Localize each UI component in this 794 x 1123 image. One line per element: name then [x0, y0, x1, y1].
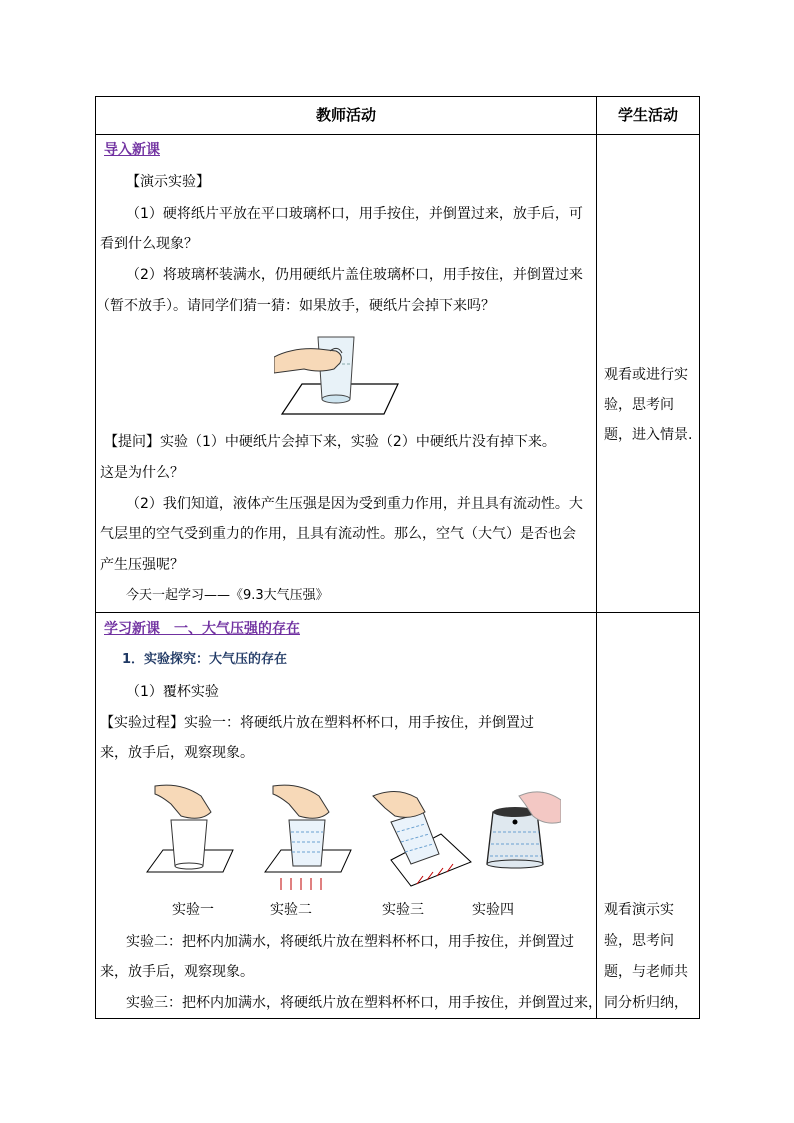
today-line: 今天一起学习——《9.3大气压强》: [126, 588, 329, 603]
lesson-table: [95, 96, 700, 1019]
experiment-four-figure: [487, 792, 561, 868]
explain-line2: 气层里的空气受到重力的作用，且具有流动性。那么，空气（大气）是否也会: [100, 526, 576, 542]
lesson-student-line2: 验，思考问: [604, 933, 674, 949]
explain-line1: （2）我们知道，液体产生压强是因为受到重力作用，并且具有流动性。大: [126, 496, 583, 512]
intro-student-line2: 验，思考问: [604, 397, 674, 413]
explain-line3: 产生压强呢？: [100, 557, 184, 573]
process-line2: 来，放手后，观察现象。: [100, 745, 254, 761]
process-line1: 【实验过程】实验一：将硬纸片放在塑料杯杯口，用手按住，并倒置过: [100, 715, 534, 731]
question-line1: 【提问】实验（1）中硬纸片会掉下来，实验（2）中硬纸片没有掉下来。: [104, 434, 556, 450]
demo-label: 【演示实验】: [126, 174, 210, 190]
caption-experiment-three: 实验三: [382, 902, 424, 918]
glass-cup-figure: [274, 329, 424, 419]
row-divider: [96, 612, 699, 613]
experiment-two-figure: [265, 785, 351, 890]
lesson-student-line1: 观看演示实: [604, 902, 674, 918]
step2-line1: （2）将玻璃杯装满水，仍用硬纸片盖住玻璃杯口，用手按住，并倒置过来: [126, 267, 583, 283]
caption-experiment-one: 实验一: [172, 902, 214, 918]
header-teacher: 教师活动: [315, 106, 376, 124]
step2-line2: （暂不放手）。请同学们猜一猜：如果放手，硬纸片会掉下来吗？: [96, 298, 495, 314]
caption-experiment-two: 实验二: [270, 902, 312, 918]
question-line2: 这是为什么？: [100, 465, 184, 481]
experiments-figure: [141, 782, 561, 892]
intro-student-line1: 观看或进行实: [604, 367, 688, 383]
exp2-line2: 来，放手后，观察现象。: [100, 964, 254, 980]
column-divider: [596, 97, 597, 1018]
lesson-student-line3: 题，与老师共: [604, 964, 688, 980]
experiment-three-figure: [373, 791, 471, 886]
exp2-line1: 实验二：把杯内加满水，将硬纸片放在塑料杯杯口，用手按住，并倒置过: [126, 934, 574, 950]
new-lesson-title: 学习新课 一、大气压强的存在: [104, 621, 300, 637]
intro-title: 导入新课: [104, 142, 160, 158]
header-divider: [96, 134, 699, 135]
intro-student-line3: 题，进入情景.: [604, 427, 693, 443]
step1-line2: 看到什么现象？: [100, 236, 198, 252]
experiment-subtitle: 1．实验探究：大气压的存在: [122, 652, 288, 667]
step1-line1: （1）硬将纸片平放在平口玻璃杯口，用手按住，并倒置过来，放手后，可: [126, 206, 583, 222]
lesson-student-line4: 同分析归纳，: [604, 995, 688, 1011]
cup-experiment-label: （1）覆杯实验: [126, 684, 219, 700]
experiment-one-figure: [147, 785, 233, 872]
caption-experiment-four: 实验四: [472, 902, 514, 918]
exp3-line1: 实验三：把杯内加满水，将硬纸片放在塑料杯杯口，用手按住，并倒置过来，: [126, 995, 602, 1011]
header-student: 学生活动: [617, 106, 678, 124]
